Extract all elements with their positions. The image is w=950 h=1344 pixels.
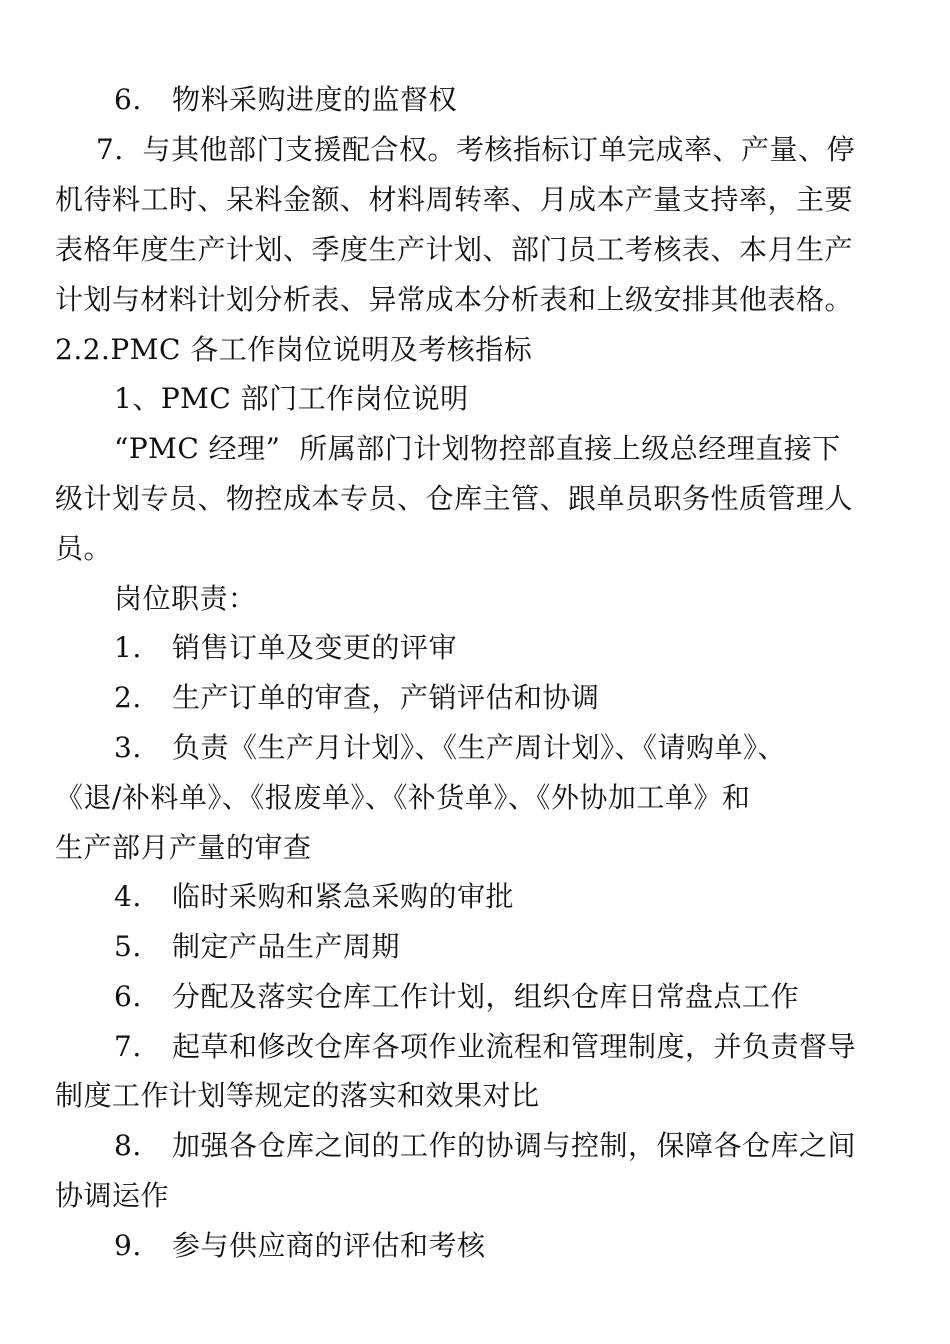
item-text: 物料采购进度的监督权	[172, 83, 458, 116]
list-item	[114, 1226, 486, 1266]
item-text: 销售订单及变更的评审	[172, 631, 458, 664]
paragraph-line: 级计划专员、物控成本专员、仓库主管、跟单员职务性质管理人	[55, 482, 854, 515]
item-text: 制定产品生产周期	[172, 930, 401, 963]
section-heading: 2.2.PMC 各工作岗位说明及考核指标	[55, 333, 533, 366]
list-item	[114, 728, 786, 768]
paragraph-line: “PMC 经理” 所属部门计划物控部直接上级总经理直接下	[114, 432, 841, 465]
duties-heading: 岗位职责：	[114, 582, 257, 615]
item-number: 2.	[114, 681, 142, 714]
list-item	[114, 678, 600, 718]
list-item	[114, 80, 457, 120]
paragraph-line: 协调运作	[55, 1179, 170, 1212]
list-item	[114, 977, 799, 1017]
item-number: 6.	[114, 980, 142, 1013]
paragraph-line: 机待料工时、呆料金额、材料周转率、月成本产量支持率，主要	[55, 183, 854, 216]
paragraph-line: 制度工作计划等规定的落实和效果对比	[55, 1079, 540, 1112]
item-number: 8.	[114, 1129, 142, 1162]
list-item	[114, 877, 514, 917]
paragraph-line: 7. 与其他部门支援配合权。考核指标订单完成率、产量、停	[96, 133, 856, 166]
item-text: 起草和修改仓库各项作业流程和管理制度，并负责督导	[172, 1030, 857, 1063]
item-number: 4.	[114, 880, 142, 913]
paragraph-line: 表格年度生产计划、季度生产计划、部门员工考核表、本月生产	[55, 233, 854, 266]
paragraph-line: 《退/补料单》、《报废单》、《补货单》、《外协加工单》和	[55, 781, 751, 814]
item-number: 6.	[114, 83, 142, 116]
list-item	[114, 1027, 856, 1067]
list-item	[114, 628, 457, 668]
list-item	[114, 1126, 856, 1166]
item-text: 临时采购和紧急采购的审批	[172, 880, 515, 913]
item-text: 负责《生产月计划》、《生产周计划》、《请购单》、	[172, 731, 787, 764]
item-number: 1.	[114, 631, 142, 664]
item-number: 9.	[114, 1229, 142, 1262]
item-number: 7.	[114, 1030, 142, 1063]
list-item	[114, 927, 400, 967]
item-number: 5.	[114, 930, 142, 963]
item-text: 参与供应商的评估和考核	[172, 1229, 486, 1262]
item-text: 加强各仓库之间的工作的协调与控制，保障各仓库之间	[172, 1129, 857, 1162]
paragraph-line: 员。	[55, 532, 113, 565]
subsection-heading: 1、PMC 部门工作岗位说明	[114, 382, 469, 415]
paragraph-line: 生产部月产量的审查	[55, 831, 312, 864]
item-text: 生产订单的审查，产销评估和协调	[172, 681, 600, 714]
item-number: 3.	[114, 731, 142, 764]
item-text: 分配及落实仓库工作计划，组织仓库日常盘点工作	[172, 980, 800, 1013]
paragraph-line: 计划与材料计划分析表、异常成本分析表和上级安排其他表格。	[55, 283, 854, 316]
